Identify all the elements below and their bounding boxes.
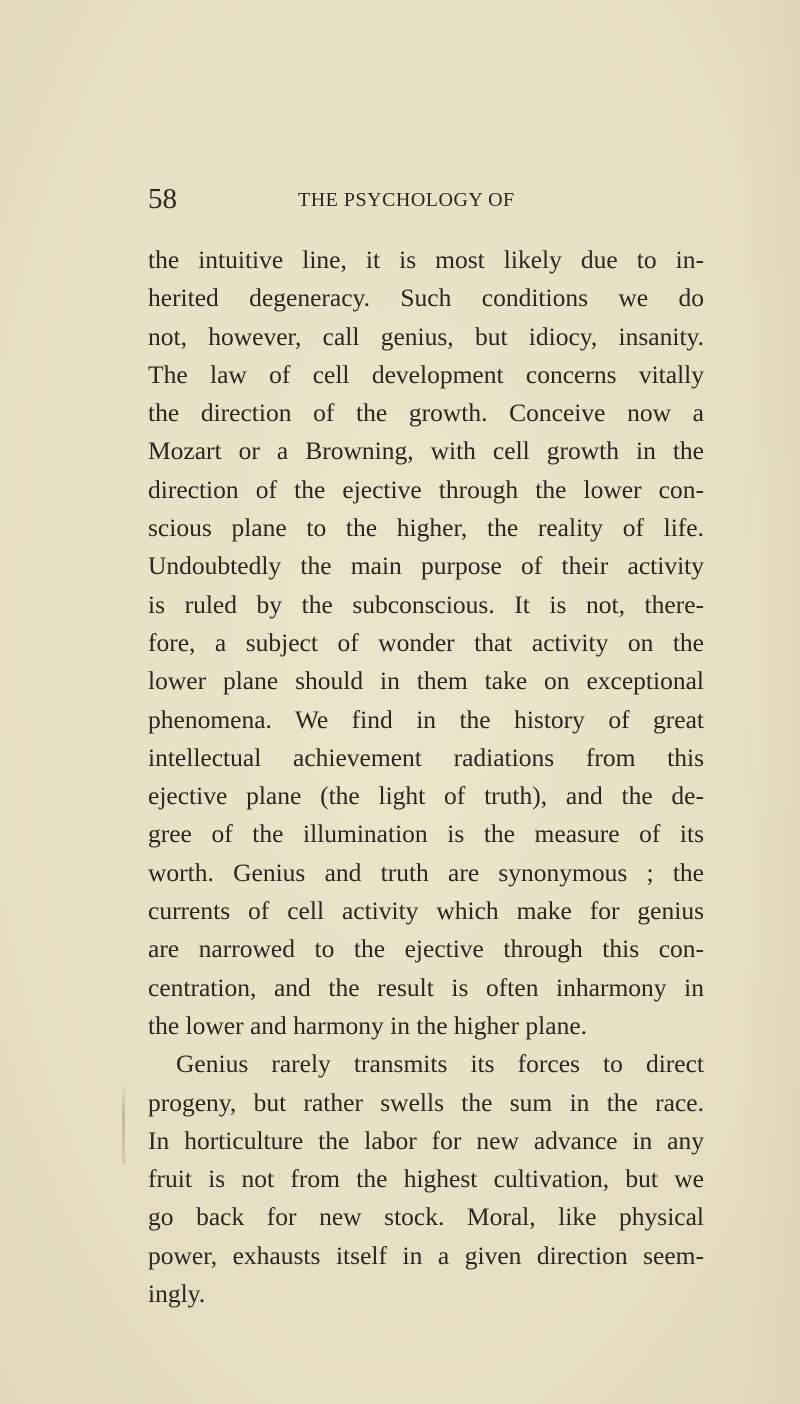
text-line: not, however, call genius, but idiocy, insanity. (148, 321, 704, 351)
text-line: the direction of the growth. Conceive now a (148, 398, 704, 428)
margin-pencil-mark (122, 1083, 125, 1165)
text-line: currents of cell activity which make for genius (148, 896, 704, 926)
text-line: scious plane to the higher, the reality of life. (148, 513, 704, 543)
running-head (148, 184, 708, 214)
text-line: centration, and the result is often inharmony in (148, 972, 704, 1002)
text-line: go back for new stock. Moral, like physical (148, 1202, 704, 1232)
text-line: is ruled by the subconscious. It is not, there- (148, 589, 704, 619)
page-number: 58 (148, 183, 177, 215)
text-line: intellectual achievement radiations from this (148, 742, 704, 772)
text-line: fruit is not from the highest cultivation, but we (148, 1164, 704, 1194)
body-text (148, 241, 704, 1313)
text-line: are narrowed to the ejective through this con- (148, 934, 704, 964)
text-line: gree of the illumination is the measure of its (148, 819, 704, 849)
text-line: progeny, but rather swells the sum in the race. (148, 1087, 704, 1117)
running-head-title: THE PSYCHOLOGY OF (298, 189, 515, 211)
text-line: In horticulture the labor for new advance in any (148, 1125, 704, 1155)
text-line: the lower and harmony in the higher plane. (148, 1010, 588, 1040)
text-line: direction of the ejective through the lower con- (148, 474, 704, 504)
text-line: fore, a subject of wonder that activity on the (148, 627, 704, 657)
text-line: ingly. (148, 1279, 206, 1309)
text-line: power, exhausts itself in a given direction seem- (148, 1240, 704, 1270)
text-line: worth. Genius and truth are synonymous ; the (148, 857, 704, 887)
text-line: ejective plane (the light of truth), and the de- (148, 781, 704, 811)
text-line: herited degeneracy. Such conditions we do (148, 283, 704, 313)
text-line: Undoubtedly the main purpose of their activity (148, 551, 704, 581)
text-line: the intuitive line, it is most likely due to in- (148, 245, 704, 274)
text-line: The law of cell development concerns vitally (148, 359, 704, 389)
text-line: phenomena. We find in the history of great (148, 704, 704, 734)
text-line: lower plane should in them take on exceptional (148, 666, 704, 696)
paragraph-first-line: Genius rarely transmits its forces to direct (176, 1049, 704, 1079)
text-line: Mozart or a Browning, with cell growth in the (148, 436, 704, 466)
page-gutter-shade (740, 0, 800, 1404)
